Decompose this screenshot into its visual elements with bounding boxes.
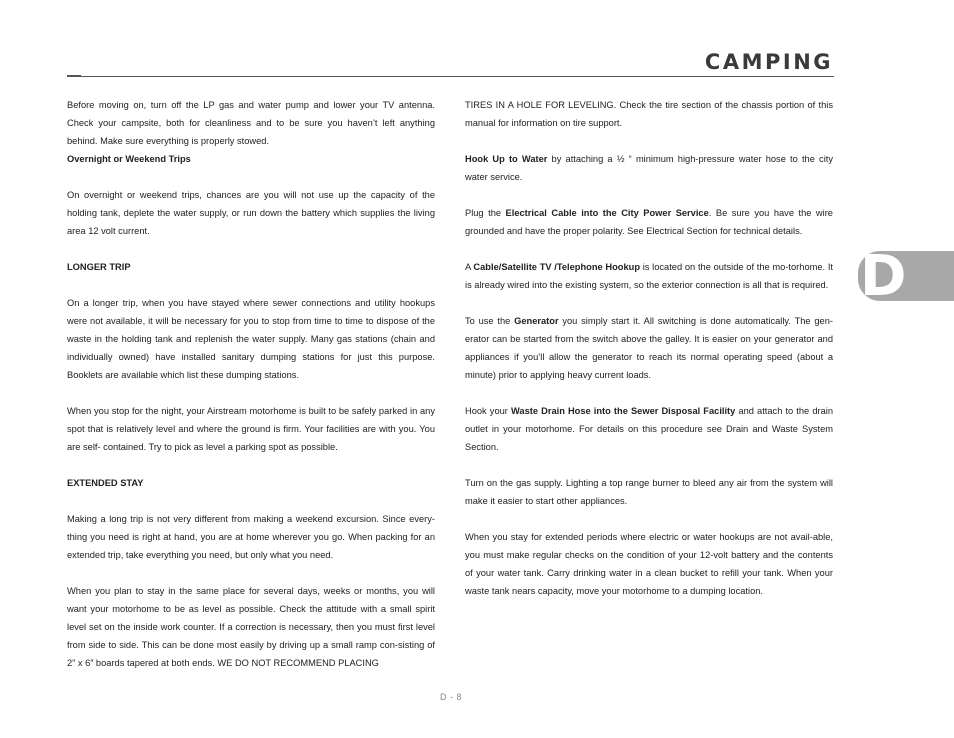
- waste-drain-text: and attach to the drain outlet in your motorhome. For details on this procedure see Drain and Waste System Section.: [465, 406, 833, 452]
- page-title: CAMPING: [704, 50, 833, 74]
- header-rule: [67, 76, 834, 77]
- spacer: [465, 456, 833, 474]
- generator-prefix: To use the: [465, 316, 515, 326]
- longer-trip-paragraph-2: When you stop for the night, your Airstream motorhome is built to be safely parked in any spot that is relatively level and where the ground is firm. Your facilities are with you. You are self- contained. Try to pick as level a parking spot as possible.: [67, 406, 435, 452]
- gas-supply-paragraph: Turn on the gas supply. Lighting a top range burner to bleed any air from the system will make it easier to start other appliances.: [465, 478, 833, 506]
- spacer: [67, 564, 435, 582]
- extended-stay-paragraph-2: When you plan to stay in the same place for several days, weeks or months, you will want your motorhome to be as level as possible. Check the attitude with a small spirit level set on the inside work counter. If a correction is necessary, then you must first level from side to side. This can be done most easily by driving up a small ramp con-sisting of 2” x 6” boards tapered at both ends. WE DO NOT RECOMMEND PLACING: [67, 586, 435, 668]
- longer-trip-paragraph-1: On a longer trip, when you have stayed where sewer connections and utility hookups were not available, it will be necessary for you to stop from time to time to dispose of the waste in the holding tank and replenish the water supply. Many gas stations (chain and individually owned) have installed sanitary dumping stations for just this purpose. Booklets are available which list these dumping stations.: [67, 298, 435, 380]
- left-column: [67, 96, 435, 672]
- section-tab-letter: D: [860, 244, 907, 309]
- water-hookup-paragraph: [465, 150, 833, 186]
- spacer: [67, 384, 435, 402]
- overnight-heading: Overnight or Weekend Trips: [67, 154, 191, 164]
- spacer: [67, 240, 435, 258]
- intro-paragraph: Before moving on, turn off the LP gas and water pump and lower your TV antenna. Check your campsite, both for cleanliness and to be sure you haven’t left anything behind. Make sure everything is properly stowed.: [67, 100, 435, 146]
- longer-trip-heading: LONGER TRIP: [67, 262, 131, 272]
- waste-drain-term: Waste Drain Hose into the Sewer Disposal Facility: [510, 406, 736, 416]
- electrical-text: . Be sure you have the wire grounded and have the proper polarity. See Electrical Section for technical details.: [465, 208, 833, 236]
- extended-periods-paragraph: When you stay for extended periods where electric or water hookups are not avail-able, you must make regular checks on the condition of your 12-volt battery and the contents of your water tank. Carry drinking water in a clean bucket to refill your tank. When your waste tank nears capacity, move your motorhome to a dumping location.: [465, 532, 833, 596]
- spacer: [67, 492, 435, 510]
- spacer: [465, 240, 833, 258]
- electrical-paragraph: [465, 204, 833, 240]
- water-hookup-term: Hook Up to Water: [465, 154, 548, 164]
- cable-paragraph: [465, 258, 833, 294]
- water-hookup-text: by attaching a ½ “ minimum high-pressure water hose to the city water service.: [465, 154, 833, 182]
- generator-text: you simply start it. All switching is done automatically. The gen-erator can be started from the switch above the galley. It is easier on your generator and appliances if you’ll allow the generator to reach its normal operating speed (about a minute) prior to applying heavy current loads.: [465, 316, 833, 380]
- spacer: [67, 168, 435, 186]
- spacer: [465, 510, 833, 528]
- page-number: D - 8: [440, 692, 463, 702]
- spacer: [465, 384, 833, 402]
- spacer: [67, 276, 435, 294]
- extended-stay-heading: EXTENDED STAY: [67, 478, 144, 488]
- generator-term: Generator: [514, 316, 559, 326]
- electrical-prefix: Plug the: [465, 208, 506, 218]
- cable-term: Cable/Satellite TV /Telephone Hookup: [473, 262, 641, 272]
- spacer: [465, 186, 833, 204]
- waste-drain-prefix: Hook your: [465, 406, 511, 416]
- spacer: [67, 456, 435, 474]
- electrical-term: Electrical Cable into the City Power Service: [505, 208, 709, 218]
- right-column: [465, 96, 833, 600]
- cable-text: is located on the outside of the mo-torhome. It is already wired into the existing system, so the exterior connection is all that is required.: [465, 262, 833, 290]
- spacer: [465, 132, 833, 150]
- cable-prefix: A: [465, 262, 474, 272]
- tires-paragraph: TIRES IN A HOLE FOR LEVELING. Check the tire section of the chassis portion of this manual for information on tire support.: [465, 100, 833, 128]
- spacer: [465, 294, 833, 312]
- extended-stay-paragraph-1: Making a long trip is not very different from making a weekend excursion. Since every-thing you need is right at hand, you are at home wherever you go. When packing for an extended trip, take everything you need, but only what you need.: [67, 514, 435, 560]
- waste-drain-paragraph: [465, 402, 833, 456]
- generator-paragraph: [465, 312, 833, 384]
- overnight-paragraph: On overnight or weekend trips, chances are you will not use up the capacity of the holding tank, deplete the water supply, or run down the battery which supplies the living area 12 volt current.: [67, 190, 435, 236]
